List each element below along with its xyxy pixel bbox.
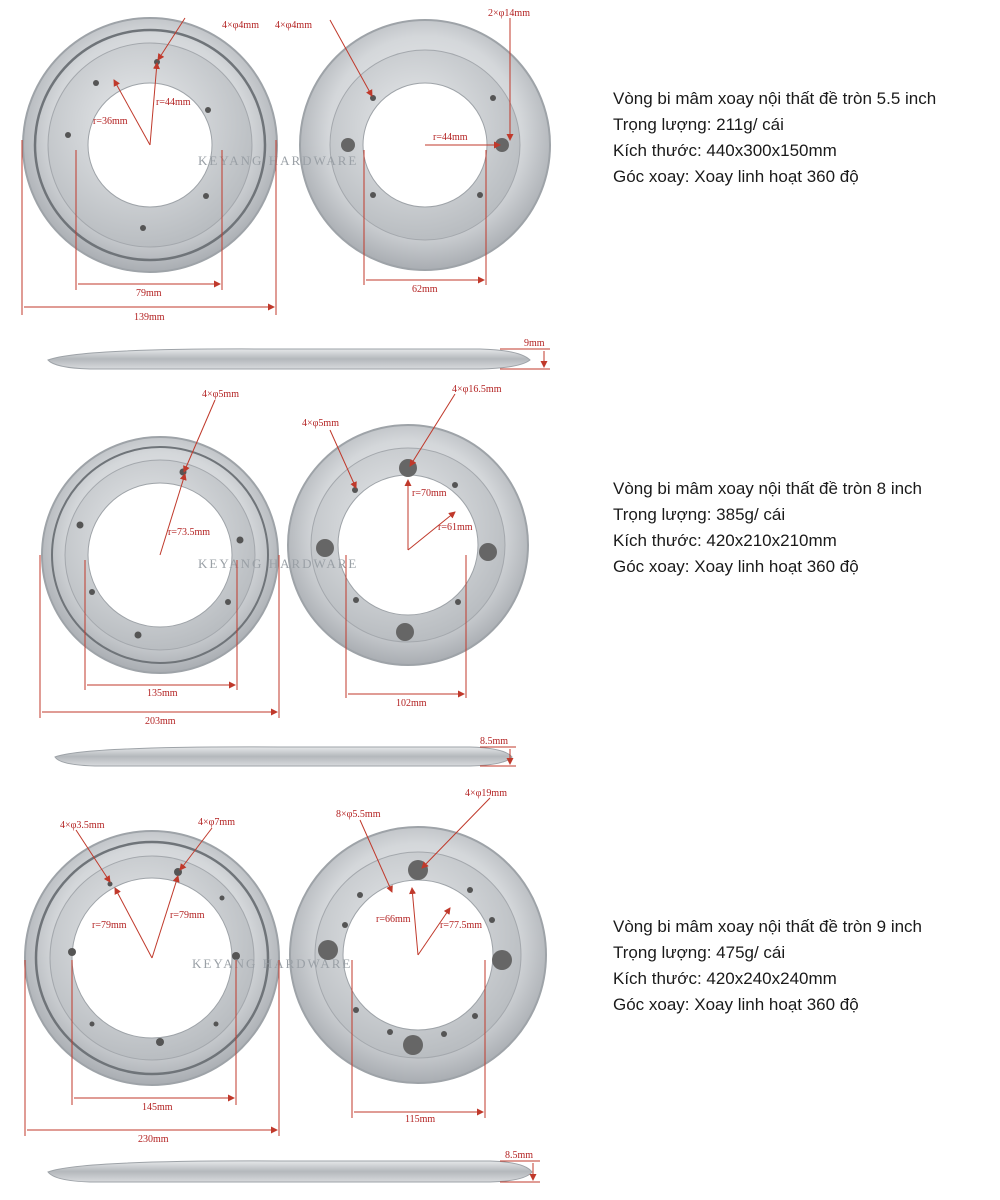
product-rotation: Góc xoay: Xoay linh hoạt 360 độ: [613, 995, 859, 1014]
spec-block-5-5: [613, 86, 936, 190]
dim-left-outer-width: 230mm: [138, 1134, 169, 1145]
dim-right-r-outer: r=77.5mm: [440, 920, 483, 931]
product-size: Kích thước: 420x210x210mm: [613, 531, 837, 550]
dim-right-r-inner: r=66mm: [376, 914, 411, 925]
dim-right-r-outer: r=70mm: [412, 488, 447, 499]
dim-right-big-holes: 4×φ16.5mm: [452, 384, 502, 395]
dim-height-5-5: 9mm: [524, 338, 545, 349]
dim-left-holes: 4×φ7mm: [198, 817, 235, 828]
product-name: Vòng bi mâm xoay nội thất đề tròn 9 inch: [613, 917, 923, 936]
product-rotation: Góc xoay: Xoay linh hoạt 360 độ: [613, 557, 859, 576]
dim-left-small-holes: 4×φ3.5mm: [60, 820, 105, 831]
dim-right-big-holes: 4×φ19mm: [465, 788, 507, 799]
product-weight: Trọng lượng: 211g/ cái: [613, 115, 784, 134]
dim-left-inner-width: 135mm: [147, 688, 178, 699]
dim-left-inner-width: 145mm: [142, 1102, 173, 1113]
watermark: KEYANG HARDWARE: [198, 153, 359, 168]
dim-left-r: r=73.5mm: [168, 527, 211, 538]
dim-right-inner-width: 115mm: [405, 1114, 436, 1125]
product-name: Vòng bi mâm xoay nội thất đề tròn 5.5 inch: [613, 89, 937, 108]
dim-right-holes: 8×φ5.5mm: [336, 809, 381, 820]
dim-height-9: 8.5mm: [505, 1150, 534, 1161]
watermark: KEYANG HARDWARE: [192, 956, 353, 971]
diagram-8-inch: [0, 380, 600, 780]
side-profile-5-5: [48, 338, 550, 369]
product-name: Vòng bi mâm xoay nội thất đề tròn 8 inch: [613, 479, 923, 498]
dim-left-r-inner: r=36mm: [93, 116, 128, 127]
product-panel-8-inch: [0, 380, 1000, 780]
dim-left-inner-width: 79mm: [136, 288, 162, 299]
dim-left-outer-width: 139mm: [134, 312, 165, 323]
spec-block-9: [613, 914, 922, 1018]
dim-left-r-b: r=79mm: [170, 910, 205, 921]
dim-right-holes: 4×φ4mm: [275, 20, 312, 31]
dim-left-holes: 4×φ5mm: [202, 389, 239, 400]
product-weight: Trọng lượng: 385g/ cái: [613, 505, 786, 524]
side-profile-9: [48, 1150, 540, 1182]
dim-left-holes: 4×φ4mm: [222, 20, 259, 31]
dim-right-holes: 4×φ5mm: [302, 418, 339, 429]
dim-left-r-a: r=79mm: [92, 920, 127, 931]
dim-right-inner-width: 62mm: [412, 284, 438, 295]
product-weight: Trọng lượng: 475g/ cái: [613, 943, 786, 962]
dim-right-inner-width: 102mm: [396, 698, 427, 709]
watermark: KEYANG HARDWARE: [198, 556, 359, 571]
product-rotation: Góc xoay: Xoay linh hoạt 360 độ: [613, 167, 859, 186]
dim-left-r-outer: r=44mm: [156, 97, 191, 108]
dim-left-outer-width: 203mm: [145, 716, 176, 727]
diagram-9-inch: [0, 780, 600, 1200]
product-size: Kích thước: 420x240x240mm: [613, 969, 837, 988]
dim-right-r: r=44mm: [433, 132, 468, 143]
diagram-5-5-inch: [0, 0, 600, 380]
product-panel-5-5-inch: [0, 0, 1000, 380]
dim-right-r-inner: r=61mm: [438, 522, 473, 533]
product-size: Kích thước: 440x300x150mm: [613, 141, 837, 160]
spec-block-8: [613, 476, 922, 580]
side-profile-8: [55, 736, 516, 766]
dim-height-8: 8.5mm: [480, 736, 509, 747]
dim-right-big-holes: 2×φ14mm: [488, 8, 530, 19]
product-panel-9-inch: [0, 780, 1000, 1200]
